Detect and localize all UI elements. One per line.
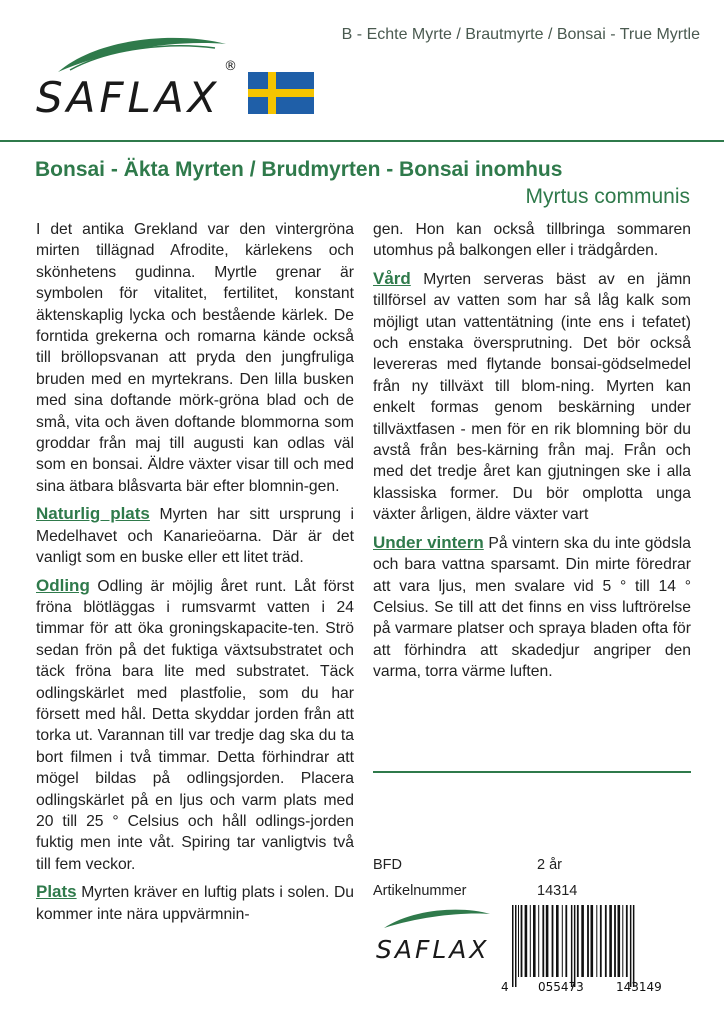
natural-site-heading: Naturlig plats [36,504,150,524]
barcode [498,905,694,995]
location-section [36,881,354,925]
barcode-bar [552,905,554,977]
care-text: Myrten serveras bäst av en jämn tillförsel av vatten som har så låg kalk som möjligt utan vattentätning (inte ens i tefatet) och enstaka översprutning. Det bör också levereras med flytande bonsai-gödselmedel från ny tillväxt till blom-ning. Myrten kan enkelt formas genom beskärning under tillväxtfasen - men för en rik blomning bör du avstå från bes-kärning från maj. Från och med det tredje året kan gjutningen ske i alla klassiska former. Du bör omplotta unga växter årligen, äldre växter vart [373,270,691,524]
barcode-bar [630,905,632,987]
barcode-bar [530,905,531,977]
care-heading: Vård [373,268,411,288]
cultivation-text: Odling är möjlig året runt. Låt först fröna blötläggas i rumsvarmt vatten i 24 timmar för att öka groningskapacite-ten. Strö sedan frön på det fuktiga växtsubstratet och täck fröna bara lite med substratet. Täck odlingskärlet med plastfolie, som du har försett med hål. Detta skyddar jorden från att torka ut. Varannan till var tredje dag ska du ta bort filmen i två timmar. Detta förhindrar att mögel bildas på odlingsjorden. Placera odlingskärlet på en ljus och varm plats med 20 till 25 ° Celsius och håll odlings-jorden fuktig men inte våt. Spiring tar vanligtvis två till fem veckor. [36,577,354,873]
intro-paragraph: I det antika Grekland var den vintergröna mirten tillägnad Afrodite, kärlekens och skönhetens gudinna. Myrtle grenar är symbolen för vitalitet, fertilitet, konstant äktenskaplig lycka och bestående kärlek. De forntida grekerna och romarna kände också till bröllopsvanan att pryda den jungfruliga bruden med en myrtekrans. Den lilla busken med sina doftande mörk-gröna blad och de små, vita och även doftande blommorna som groddar från maj till augusti kan odlas väl som en bonsai. Äldre växter visar till och med sina ätbara blåsvarta bär efter blomnin-gen. [36,221,354,495]
barcode-bar [633,905,635,987]
barcode-bar [546,905,549,977]
barcode-bar [533,905,536,977]
barcode-bar [591,905,594,977]
barcode-group-2: 143149 [616,980,662,994]
barcode-bar [512,905,514,987]
barcode-bar [521,905,523,977]
sweden-flag-icon [248,72,314,114]
barcode-bar [614,905,616,977]
barcode-bar [574,905,576,987]
left-column [36,219,354,931]
barcode-bar [515,905,517,987]
natural-site-section [36,503,354,568]
barcode-bar [626,905,628,977]
barcode-lead-digit: 4 [501,980,509,994]
latin-name: Myrtus communis [525,185,690,208]
barcode-bar [565,905,567,977]
logo-wordmark: SAFLAX [36,73,221,122]
right-column [373,219,691,689]
winter-heading: Under vintern [373,532,484,552]
winter-text: På vintern ska du inte gödsla och bara vattna sparsamt. Din mirte föredrar att vara ljus, men svalare vid 5 ° till 14 ° Celsius. Se till att det finns en viss luftrörelse på varmare platser och spraya bladen ofta för att förhindra att skadedjur angriper den varma, torra värme luften. [373,534,692,681]
barcode-bar [609,905,612,977]
article-number-label: Artikelnummer [373,883,467,899]
logo-small-wordmark: SAFLAX [376,935,490,964]
saflax-logo-small [372,906,498,968]
barcode-bar [525,905,528,977]
saflax-logo [30,30,240,125]
barcode-bar [618,905,621,977]
location-heading: Plats [36,882,77,902]
registered-mark: ® [224,59,237,74]
barcode-bar [556,905,559,977]
barcode-bar [562,905,563,977]
barcode-bar [587,905,589,977]
barcode-bar [605,905,607,977]
winter-section [373,532,691,683]
barcode-bar [538,905,539,977]
barcode-bar [571,905,573,987]
barcode-group-1: 055473 [538,980,584,994]
location-continued: gen. Hon kan också tillbringa sommaren utomhus på balkongen eller i trädgården. [373,221,691,260]
article-number-value: 14314 [537,883,578,899]
location-text: Myrten kräver en luftig plats i solen. Du kommer inte nära uppvärmnin- [36,884,354,923]
barcode-bar [622,905,623,977]
barcode-bar [600,905,602,977]
footer-divider [373,771,691,773]
variety-line: B - Echte Myrte / Brautmyrte / Bonsai - True Myrtle [341,26,700,43]
barcode-bar [542,905,544,977]
product-title: Bonsai - Äkta Myrten / Brudmyrten - Bonsai inomhus [35,158,563,181]
barcode-bar [518,905,519,977]
bfd-label: BFD [373,857,402,873]
cultivation-heading: Odling [36,575,90,595]
barcode-bar [581,905,584,977]
barcode-bar [577,905,579,977]
barcode-bar [596,905,597,977]
cultivation-section [36,575,354,876]
bfd-value: 2 år [537,857,562,873]
natural-site-text: Myrten har sitt ursprung i Medelhavet och Kanarieöarna. Där är det vanligt som en buske eller ett litet träd. [36,506,355,567]
header-divider [0,140,724,142]
care-section [373,268,691,526]
